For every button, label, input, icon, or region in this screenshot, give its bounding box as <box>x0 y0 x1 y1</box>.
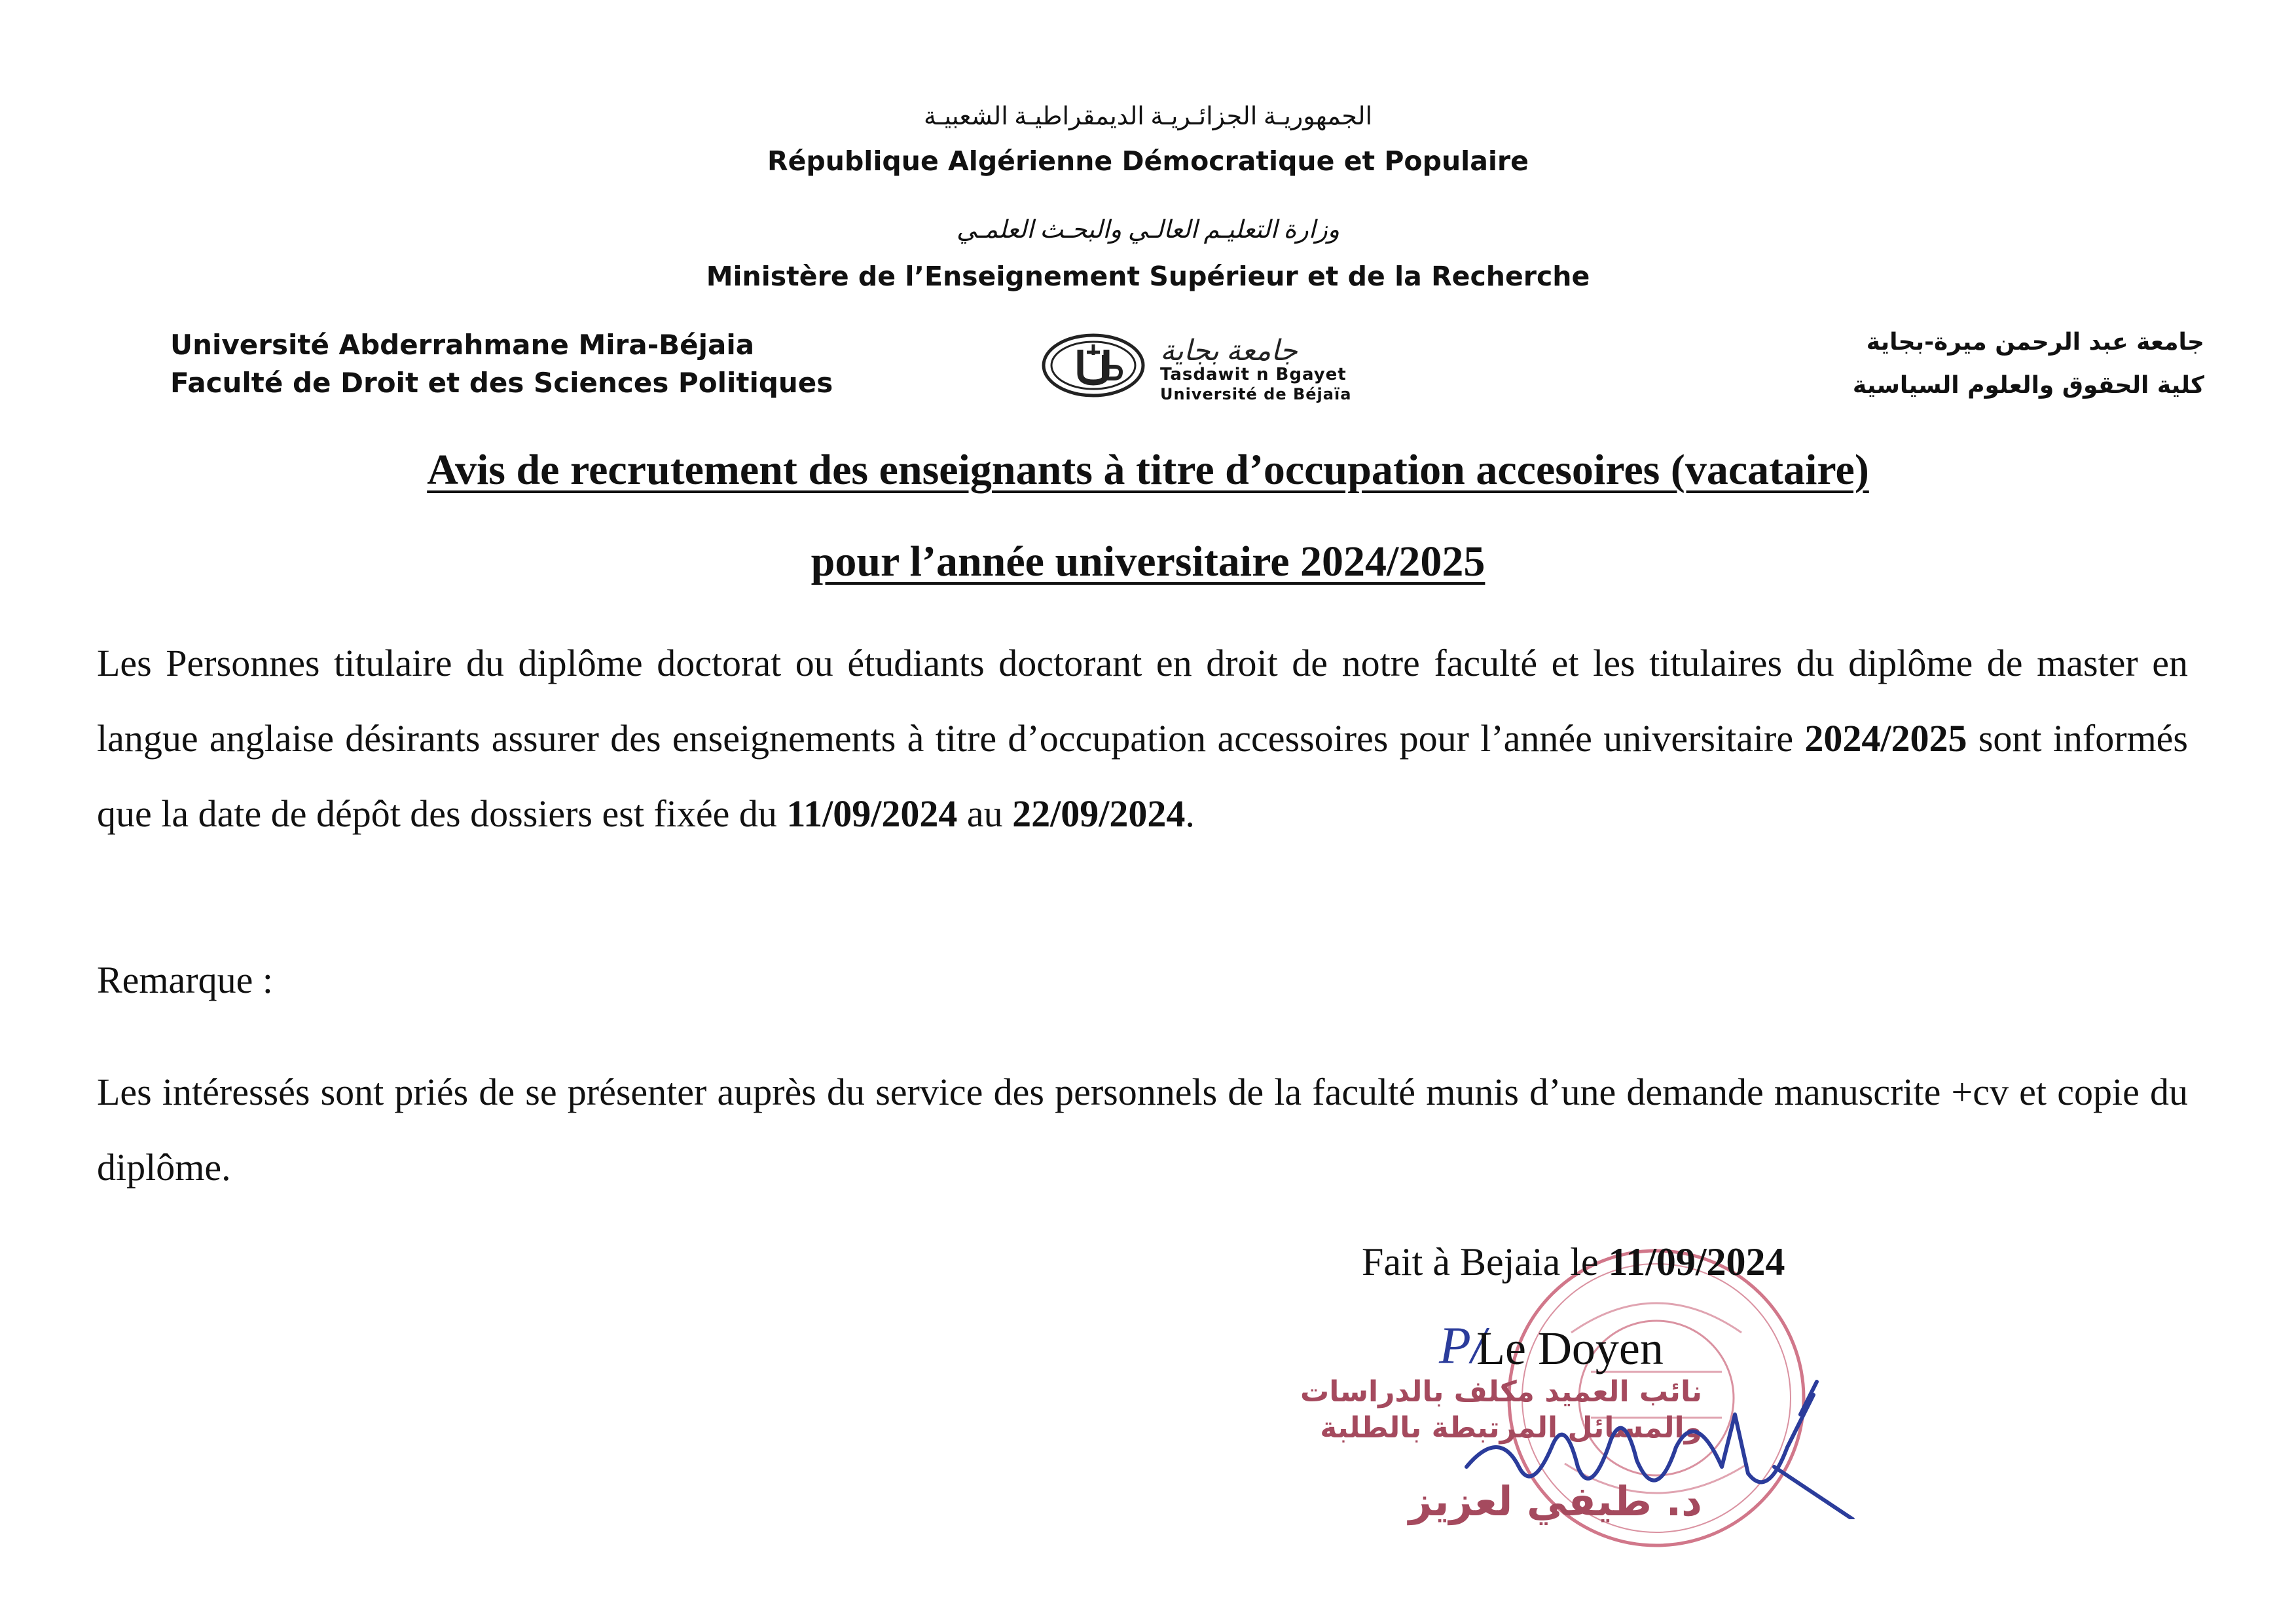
arabic-institution-block <box>1853 321 2204 407</box>
paragraph-text: au <box>957 792 1013 835</box>
par-ordre-mark: P/ <box>1439 1317 1486 1375</box>
french-republic-header: République Algérienne Démocratique et Populaire <box>767 145 1529 177</box>
signoff-place-date <box>1362 1240 1785 1285</box>
deposit-end-date: 22/09/2024 <box>1012 792 1186 835</box>
signatory-role: Le Doyen <box>1476 1322 1664 1375</box>
logo-tasdawit-text: Tasdawit n Bgayet <box>1160 365 1347 384</box>
arabic-university-name: جامعة عبد الرحمن ميرة-بجاية <box>1866 329 2204 356</box>
notice-title-line1: Avis de recrutement des enseignants à titre d’occupation accesoires (vacataire) <box>427 446 1869 494</box>
french-university-name: Université Abderrahmane Mira-Béjaia <box>170 329 755 361</box>
paragraph-text: . <box>1185 792 1195 835</box>
university-logo <box>1041 327 1421 406</box>
signoff-prefix: Fait à Bejaia le <box>1362 1240 1609 1283</box>
deposit-start-date: 11/09/2024 <box>786 792 958 835</box>
arabic-ministry-header: وزارة التعليـم العالـي والبحـث العلمـي <box>956 216 1340 244</box>
stamp-role-line2: والمسائل المرتبطة بالطلبة <box>1320 1411 1702 1445</box>
stamp-role-line1: نائب العميد مكلف بالدراسات <box>1300 1375 1702 1409</box>
arabic-republic-header: الجمهوريـة الجزائـريـة الديمقراطيـة الشعبيـة <box>923 103 1373 130</box>
signoff-date: 11/09/2024 <box>1608 1240 1785 1283</box>
paragraph-text: Les Personnes titulaire du diplôme doctorat ou étudiants doctorant en droit de notre faculté et les titulaires du diplôme de master en langue anglaise désirants assurer des enseignements à titre d’occupation accessoires pour l’année universitaire <box>97 642 2188 760</box>
logo-universite-text: Université de Béjaïa <box>1160 385 1352 403</box>
french-ministry-header: Ministère de l’Enseignement Supérieur et de la Recherche <box>706 261 1590 292</box>
arabic-faculty-name: كلية الحقوق والعلوم السياسية <box>1852 372 2204 399</box>
notice-paragraph-remark: Les intéressés sont priés de se présenter auprès du service des personnels de la faculté munis d’une demande manuscrite +cv et copie du diplôme. <box>97 1071 2188 1189</box>
notice-paragraph-main <box>97 625 2188 851</box>
french-institution-block <box>170 326 833 402</box>
paragraph-text: sont informés que la date de dépôt des dossiers est fixée du <box>97 717 2188 835</box>
handwritten-signature-icon <box>1460 1369 1866 1519</box>
logo-arabic-text: جامعة بجاية <box>1160 335 1298 367</box>
french-faculty-name: Faculté de Droit et des Sciences Politiques <box>170 367 833 399</box>
remark-label: Remarque : <box>97 959 273 1001</box>
university-emblem-icon <box>1041 333 1146 398</box>
academic-year: 2024/2025 <box>1804 717 1967 760</box>
notice-title-line2: pour l’année universitaire 2024/2025 <box>811 538 1485 585</box>
signer-name: د. طيفي لعزيز <box>1408 1477 1702 1525</box>
